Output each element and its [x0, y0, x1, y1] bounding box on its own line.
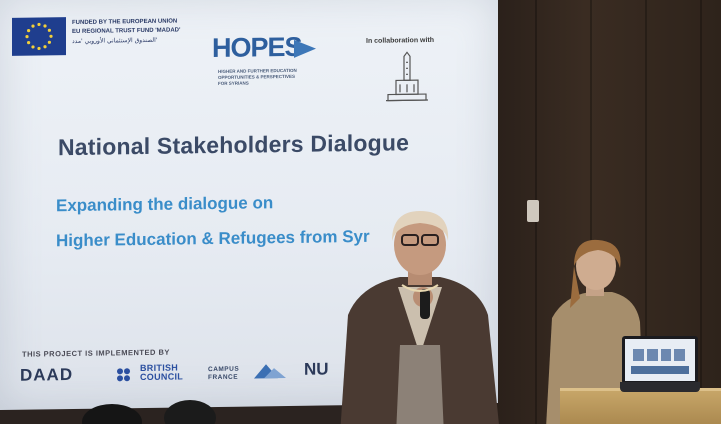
hopes-tag-line-1: HIGHER AND FURTHER EDUCATION: [218, 67, 297, 74]
eu-line-3: الصندوق الإستئماني الأوروبي 'مدد': [72, 36, 158, 45]
british-council-logo: [140, 363, 183, 382]
laptop-screen: [622, 336, 698, 384]
laptop: [620, 336, 700, 394]
slide-title: National Stakeholders Dialogue: [58, 129, 410, 161]
hopes-arrow-icon: [294, 40, 316, 58]
eu-funding-text: [72, 17, 212, 46]
collaboration-label: In collaboration with: [366, 36, 435, 45]
speaker-person: [320, 205, 520, 424]
university-seal-icon: [382, 50, 432, 107]
slide-subtitle-line-1: Expanding the dialogue on: [56, 193, 274, 216]
hopes-tag-line-3: FOR SYRIANS: [218, 80, 249, 86]
hopes-tagline: [218, 67, 328, 87]
implemented-by-label: THIS PROJECT IS IMPLEMENTED BY: [22, 347, 170, 359]
laptop-slide-preview: [625, 339, 695, 381]
campus-france-line-1: CAMPUS: [208, 365, 240, 374]
british-council-dots-icon: [116, 367, 136, 383]
campus-france-line-2: FRANCE: [208, 373, 239, 382]
nuffic-logo: NU: [304, 359, 329, 379]
hopes-logo: HOPES: [212, 31, 302, 64]
laptop-base: [620, 382, 700, 392]
campus-france-logo: [208, 366, 239, 382]
audience-heads: [60, 392, 260, 424]
british-council-line-1: BRITISH: [140, 362, 179, 374]
eu-line-1: FUNDED BY THE EUROPEAN UNION: [72, 18, 178, 26]
wall-switch: [527, 200, 539, 222]
eu-flag-icon: [12, 17, 66, 56]
british-council-line-2: COUNCIL: [140, 371, 184, 383]
slide-subtitle-line-2: Higher Education & Refugees from Syr: [56, 226, 370, 251]
campus-france-mark-icon: [252, 362, 290, 381]
hopes-tag-line-2: OPPORTUNITIES & PERSPECTIVES: [218, 73, 296, 80]
eu-line-2: EU REGIONAL TRUST FUND 'MADAD': [72, 27, 181, 35]
daad-logo: DAAD: [20, 364, 74, 385]
